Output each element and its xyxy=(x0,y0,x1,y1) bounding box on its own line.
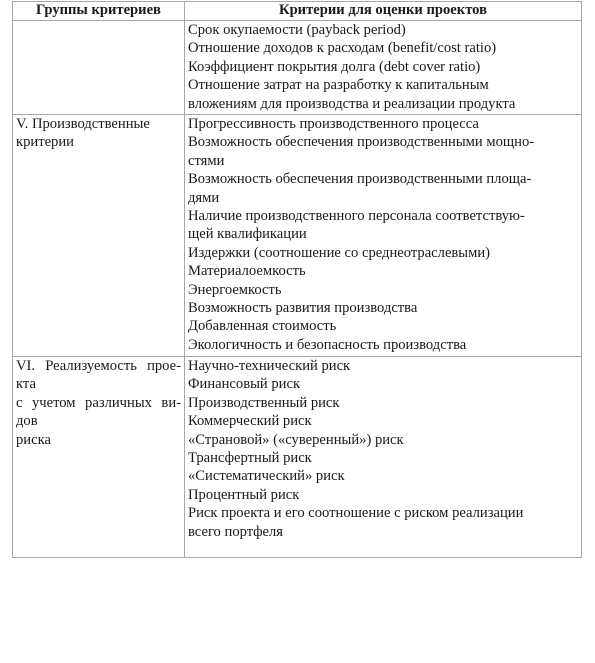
criterion-line: вложениям для производства и реализации продукта xyxy=(188,95,516,112)
criterion-line: Производственный риск xyxy=(188,394,340,411)
header-groups: Группы критериев xyxy=(13,2,185,21)
table-row xyxy=(13,115,582,357)
criteria-table xyxy=(12,1,582,558)
criterion-line: «Страновой» («суверенный») риск xyxy=(188,431,404,448)
criteria-cell xyxy=(185,115,582,357)
criterion-line: Возможность развития производства xyxy=(188,300,418,317)
criterion-line: Трансфертный риск xyxy=(188,450,312,467)
criterion-line: Отношение затрат на разработку к капитальным xyxy=(188,77,489,94)
criterion-line: Издержки (соотношение со среднеотраслевыми) xyxy=(188,244,491,261)
criterion-line: Научно-технический риск xyxy=(188,358,351,374)
criterion-line: Энергоемкость xyxy=(188,281,282,298)
criteria-cell xyxy=(185,21,582,115)
criterion-line: Экологичность и безопасность производства xyxy=(188,336,467,353)
group-label-line: V. Производственные xyxy=(16,116,150,132)
criterion-line: «Систематический» риск xyxy=(188,468,345,485)
table-row xyxy=(13,21,582,115)
group-cell xyxy=(13,115,185,357)
group-label-line: VI. Реализуемость прое- xyxy=(16,358,181,374)
criterion-line: Срок окупаемости (payback period) xyxy=(188,22,406,38)
criterion-line: Коэффициент покрытия долга (debt cover ratio) xyxy=(188,58,481,75)
group-cell xyxy=(13,357,185,558)
header-criteria: Критерии для оценки проектов xyxy=(185,2,582,21)
criterion-line: Риск проекта и его соотношение с риском реализации xyxy=(188,505,524,522)
table-row xyxy=(13,357,582,558)
criteria-cell xyxy=(185,357,582,558)
criterion-line: Прогрессивность производственного процесса xyxy=(188,116,479,132)
group-label-line: критерии xyxy=(16,134,74,151)
criterion-line: Отношение доходов к расходам (benefit/cost ratio) xyxy=(188,40,497,57)
criterion-line: щей квалификации xyxy=(188,226,307,243)
criterion-line: Добавленная стоимость xyxy=(188,318,337,335)
criterion-line: Материалоемкость xyxy=(188,263,306,280)
group-label-line: с учетом различных ви- xyxy=(16,394,181,411)
group-cell xyxy=(13,21,185,115)
header-row xyxy=(13,2,582,21)
group-label-line: дов xyxy=(16,413,38,430)
criterion-line: всего портфеля xyxy=(188,523,284,540)
criterion-line: Возможность обеспечения производственными площа- xyxy=(188,171,532,188)
criterion-line: Процентный риск xyxy=(188,486,300,503)
group-label-line: кта xyxy=(16,376,36,393)
criterion-line: стями xyxy=(188,152,225,169)
criterion-line: Коммерческий риск xyxy=(188,413,312,430)
criterion-line: Наличие производственного персонала соответствую- xyxy=(188,208,525,225)
group-label-line: риска xyxy=(16,431,51,448)
criterion-line: Финансовый риск xyxy=(188,376,301,393)
criterion-line: Возможность обеспечения производственными мощно- xyxy=(188,134,535,151)
criterion-line: дями xyxy=(188,189,220,206)
